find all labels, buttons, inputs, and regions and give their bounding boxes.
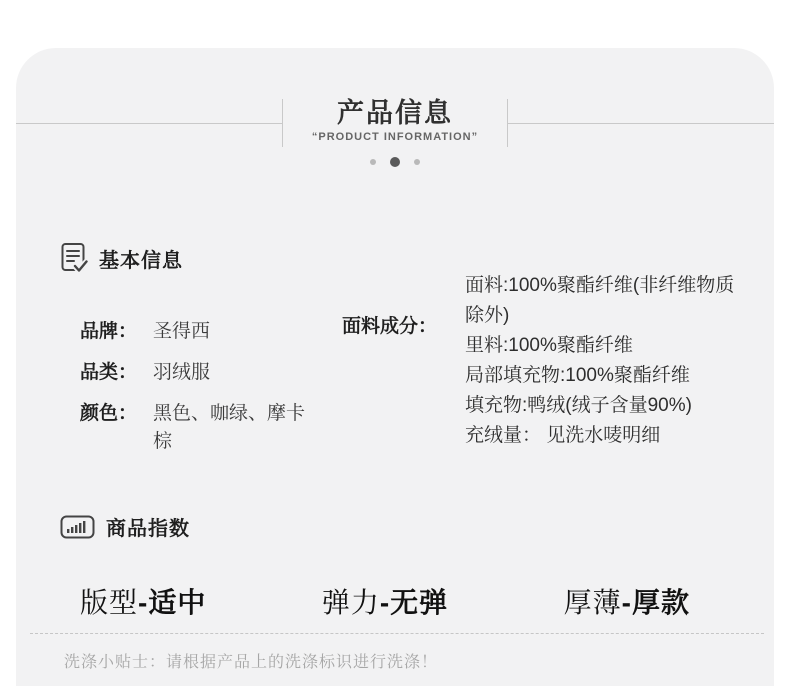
field-brand [80,318,342,346]
field-value: 黑色、咖绿、摩卡棕 [153,403,306,452]
product-index-title: 商品指数 [106,518,190,540]
basic-info-title: 基本信息 [99,249,183,272]
field-label: 品类： [80,362,138,383]
fabric-composition-label: 面料成分： [342,316,438,337]
fabric-line: 面料:100%聚酯纤维(非纤维物质除外) [465,275,735,326]
basic-info-fields [80,318,342,469]
fabric-line: 充绒量： 见洗水唛明细 [465,425,661,446]
fabric-line: 里料:100%聚酯纤维 [465,335,633,356]
product-card [16,48,774,686]
metric-thickness [564,584,690,622]
field-label: 颜色： [80,403,138,424]
metric-value: 无弹 [390,587,449,618]
dashed-divider [30,633,764,634]
metric-fit [80,584,206,622]
metric-separator: - [379,587,391,618]
metric-value: 厚款 [631,587,690,618]
product-index-metrics [80,584,690,622]
basic-info-heading [60,242,183,274]
wash-tip-text: 洗涤小贴士：请根据产品上的洗涤标识进行洗涤！ [64,654,439,671]
metric-separator: - [138,587,149,618]
carousel-dot [414,159,420,165]
document-check-icon [60,242,88,274]
metric-label: 弹力 [321,587,380,618]
metric-label: 版型 [80,587,139,618]
product-index-heading [60,512,190,541]
field-color [80,400,342,456]
page-subtitle: “PRODUCT INFORMATION” [311,131,479,143]
metric-value: 适中 [148,587,207,618]
field-label: 品牌： [80,321,138,342]
field-value: 圣得西 [153,321,211,342]
field-value: 羽绒服 [153,362,211,383]
field-category [80,359,342,387]
fabric-composition-value [465,271,751,451]
metric-label: 厚薄 [563,587,622,618]
carousel-dot-active [390,157,400,167]
fabric-line: 填充物:鸭绒(绒子含量90%) [465,395,692,416]
carousel-dot [370,159,376,165]
page-title: 产品信息 [337,98,453,128]
metric-elasticity [322,584,448,622]
carousel-dots [16,154,774,170]
bar-chart-icon [60,515,95,539]
fabric-line: 局部填充物:100%聚酯纤维 [465,365,690,386]
metric-separator: - [621,587,632,618]
